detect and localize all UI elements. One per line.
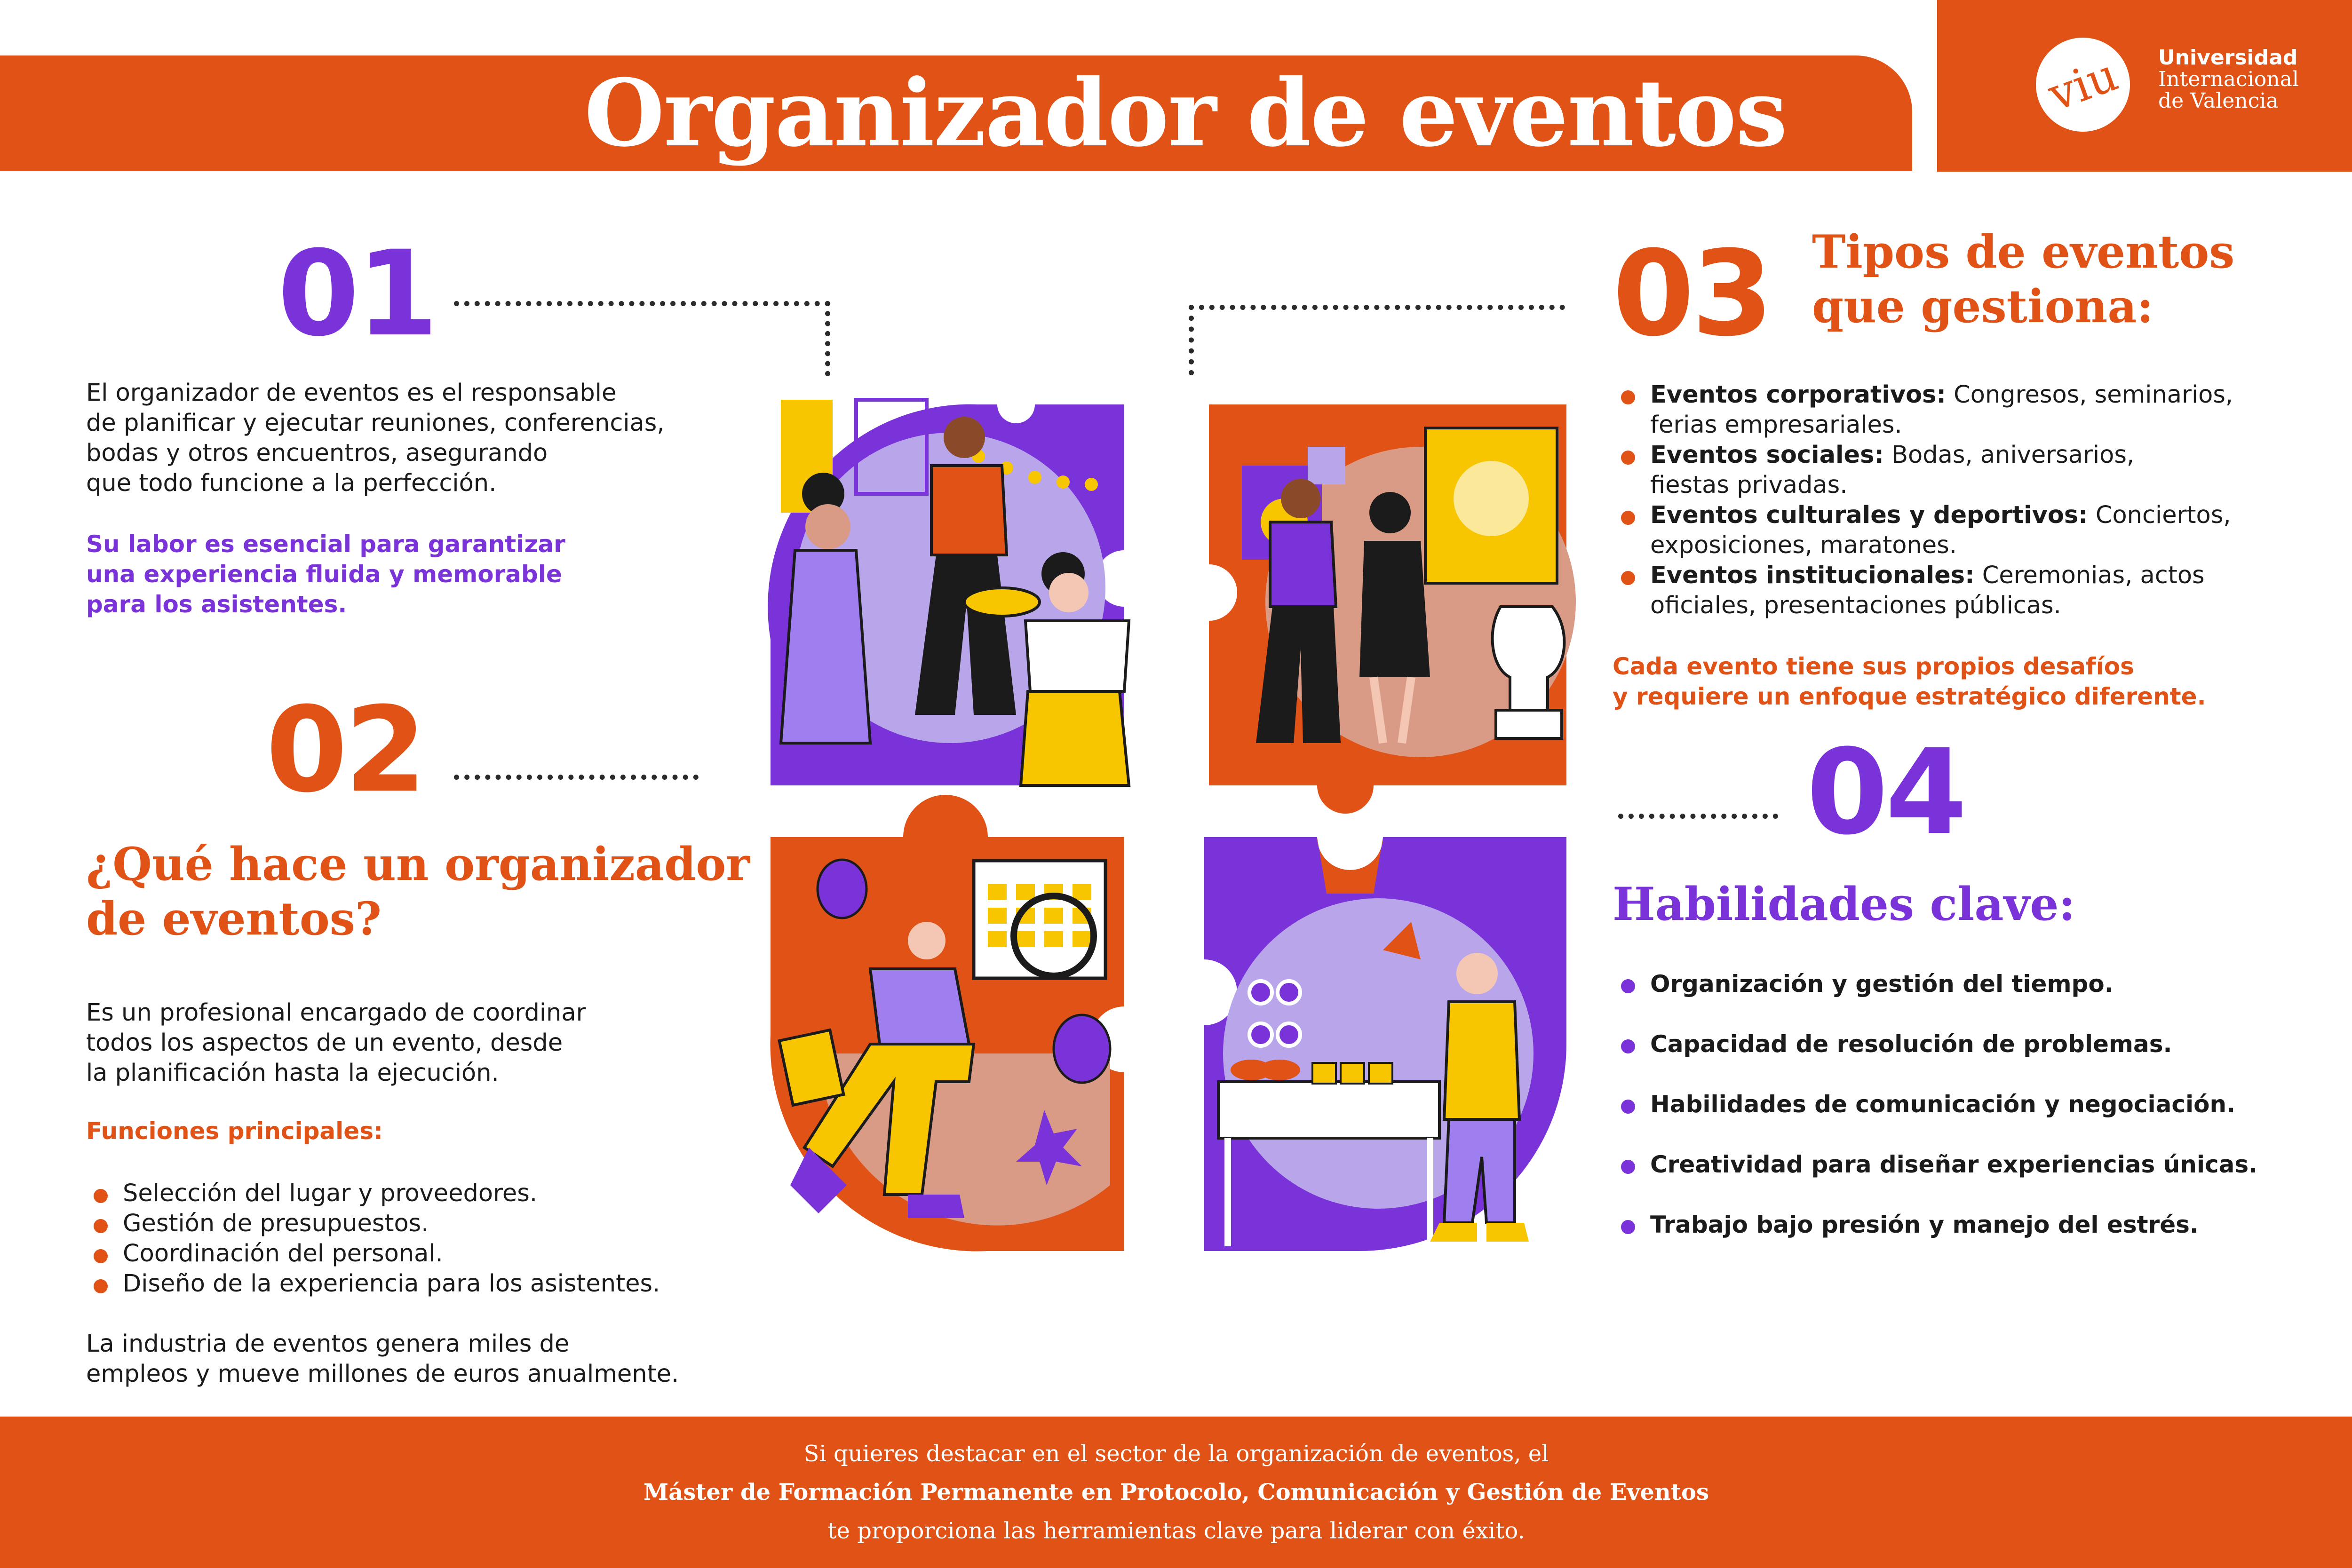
footer-line-3: te proporciona las herramientas clave para liderar con éxito. <box>827 1518 1525 1544</box>
page-title: Organizador de eventos <box>584 59 1787 167</box>
viu-logo-icon: viu <box>2023 24 2143 145</box>
footer-program-name: Máster de Formación Permanente en Protocolo, Comunicación y Gestión de Eventos <box>643 1479 1709 1505</box>
connector-01-vertical <box>825 301 830 376</box>
event-type-label: Eventos culturales y deportivos: <box>1650 501 2088 529</box>
skill-item: Organización y gestión del tiempo. <box>1613 969 2257 999</box>
section-number-02: 02 <box>266 681 424 818</box>
event-type-text: Bodas, aniversarios, <box>1883 441 2135 469</box>
connector-01 <box>454 301 830 306</box>
functions-list <box>86 1179 660 1299</box>
puzzle-piece-catering <box>1204 837 1566 1251</box>
connector-04 <box>1618 814 1778 819</box>
skill-item: Capacidad de resolución de problemas. <box>1613 1029 2257 1059</box>
logo-line-1: Universidad <box>2158 46 2298 70</box>
event-type-text: Conciertos, <box>2088 501 2231 529</box>
connector-03-vertical <box>1189 305 1194 375</box>
section4-heading: Habilidades clave: <box>1613 878 2075 931</box>
function-item: Coordinación del personal. <box>86 1239 660 1269</box>
event-type-item <box>1613 380 2233 440</box>
logo-line-2: Internacional <box>2158 67 2299 91</box>
event-type-text: fiestas privadas. <box>1650 471 1848 499</box>
event-type-item <box>1613 500 2233 561</box>
section-number-03: 03 <box>1613 225 1771 362</box>
section2-closing: La industria de eventos genera miles de empleos y mueve millones de euros anualmente. <box>86 1330 679 1388</box>
connector-03 <box>1189 305 1565 310</box>
section-number-01: 01 <box>278 225 436 362</box>
event-type-text: Ceremonias, actos <box>1974 562 2205 589</box>
logo-line-3: de Valencia <box>2158 89 2279 113</box>
section3-heading: Tipos de eventos que gestiona: <box>1812 225 2235 333</box>
functions-title: Funciones principales: <box>86 1117 383 1145</box>
event-type-label: Eventos institucionales: <box>1650 562 1975 589</box>
event-type-text: exposiciones, maratones. <box>1650 531 1957 559</box>
event-type-label: Eventos corporativos: <box>1650 381 1946 409</box>
event-puzzle-illustration <box>753 386 1590 1279</box>
event-type-text: oficiales, presentaciones públicas. <box>1650 592 2061 619</box>
event-type-item <box>1613 561 2233 621</box>
section2-heading: ¿Qué hace un organizador de eventos? <box>86 838 750 945</box>
skill-item: Habilidades de comunicación y negociación. <box>1613 1089 2257 1119</box>
puzzle-piece-party <box>768 400 1129 785</box>
function-item: Selección del lugar y proveedores. <box>86 1179 660 1209</box>
event-type-item <box>1613 440 2233 500</box>
section1-paragraph: El organizador de eventos es el responsable de planificar y ejecutar reuniones, conferencias, bodas y otros encuentros, asegurando que todo funcione a la perfección. <box>86 379 665 497</box>
puzzle-piece-gallery <box>1209 404 1576 814</box>
function-item: Gestión de presupuestos. <box>86 1209 660 1239</box>
function-item: Diseño de la experiencia para los asistentes. <box>86 1269 660 1299</box>
event-type-text: Congresos, seminarios, <box>1946 381 2233 409</box>
skills-list <box>1613 969 2257 1270</box>
event-types-list <box>1613 380 2233 621</box>
event-type-label: Eventos sociales: <box>1650 441 1884 469</box>
footer-banner <box>0 1417 2352 1568</box>
skill-item: Trabajo bajo presión y manejo del estrés. <box>1613 1210 2257 1240</box>
section-number-04: 04 <box>1806 724 1964 861</box>
section2-paragraph: Es un profesional encargado de coordinar todos los aspectos de un evento, desde la planificación hasta la ejecución. <box>86 999 586 1087</box>
university-name <box>2158 47 2299 112</box>
event-type-text: ferias empresariales. <box>1650 411 1902 439</box>
puzzle-piece-planning <box>771 795 1124 1251</box>
section3-note: Cada evento tiene sus propios desafíos y requiere un enfoque estratégico diferente. <box>1613 653 2206 710</box>
section1-highlight: Su labor es esencial para garantizar una experiencia fluida y memorable para los asistentes. <box>86 531 565 618</box>
connector-02 <box>454 775 699 780</box>
skill-item: Creatividad para diseñar experiencias únicas. <box>1613 1149 2257 1180</box>
footer-line-1: Si quieres destacar en el sector de la organización de eventos, el <box>803 1441 1549 1467</box>
